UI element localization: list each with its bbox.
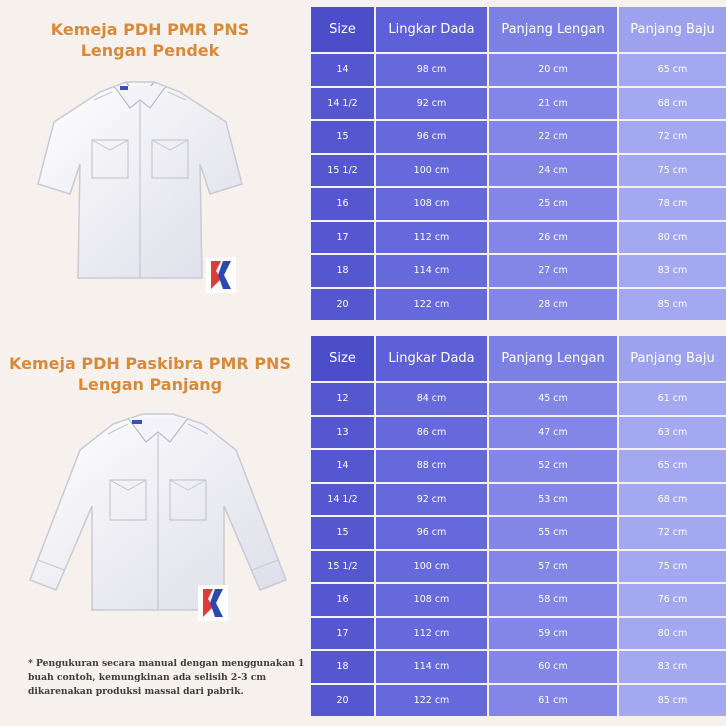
cell-size: 16 <box>311 584 374 616</box>
cell-size: 12 <box>311 383 374 415</box>
table-row <box>311 651 726 683</box>
cell-size: 20 <box>311 289 374 321</box>
product-column <box>0 0 305 726</box>
cell-sleeve: 59 cm <box>489 618 617 650</box>
table-row <box>311 155 726 187</box>
cell-sleeve: 21 cm <box>489 88 617 120</box>
table-row <box>311 685 726 717</box>
cell-length: 72 cm <box>619 517 726 549</box>
cell-length: 72 cm <box>619 121 726 153</box>
cell-length: 76 cm <box>619 584 726 616</box>
product-title-short-sleeve <box>0 19 300 61</box>
cell-size: 17 <box>311 222 374 254</box>
cell-size: 14 1/2 <box>311 88 374 120</box>
table-row <box>311 517 726 549</box>
cell-chest: 100 cm <box>376 551 487 583</box>
cell-size: 15 <box>311 121 374 153</box>
cell-sleeve: 58 cm <box>489 584 617 616</box>
header-sleeve: Panjang Lengan <box>489 7 617 52</box>
cell-chest: 84 cm <box>376 383 487 415</box>
product-title-line1: Kemeja PDH PMR PNS <box>50 20 250 39</box>
cell-size: 16 <box>311 188 374 220</box>
cell-sleeve: 20 cm <box>489 54 617 86</box>
sk-logo-icon <box>206 257 236 293</box>
cell-length: 75 cm <box>619 551 726 583</box>
cell-chest: 96 cm <box>376 121 487 153</box>
cell-length: 80 cm <box>619 618 726 650</box>
cell-sleeve: 24 cm <box>489 155 617 187</box>
cell-size: 13 <box>311 417 374 449</box>
cell-size: 18 <box>311 651 374 683</box>
cell-sleeve: 25 cm <box>489 188 617 220</box>
cell-chest: 114 cm <box>376 255 487 287</box>
cell-chest: 112 cm <box>376 222 487 254</box>
cell-sleeve: 52 cm <box>489 450 617 482</box>
table-row <box>311 54 726 86</box>
cell-chest: 122 cm <box>376 289 487 321</box>
cell-chest: 92 cm <box>376 484 487 516</box>
sk-logo-icon <box>198 585 228 621</box>
product-title-long-sleeve <box>0 353 300 395</box>
cell-sleeve: 53 cm <box>489 484 617 516</box>
cell-chest: 86 cm <box>376 417 487 449</box>
table-row <box>311 188 726 220</box>
table-row <box>311 551 726 583</box>
header-length: Panjang Baju <box>619 7 726 52</box>
cell-size: 15 1/2 <box>311 551 374 583</box>
cell-sleeve: 45 cm <box>489 383 617 415</box>
cell-sleeve: 47 cm <box>489 417 617 449</box>
cell-length: 75 cm <box>619 155 726 187</box>
table-row <box>311 450 726 482</box>
table-row <box>311 88 726 120</box>
header-chest: Lingkar Dada <box>376 7 487 52</box>
cell-size: 15 <box>311 517 374 549</box>
cell-chest: 108 cm <box>376 188 487 220</box>
cell-length: 65 cm <box>619 54 726 86</box>
header-chest: Lingkar Dada <box>376 336 487 381</box>
cell-sleeve: 26 cm <box>489 222 617 254</box>
cell-chest: 122 cm <box>376 685 487 717</box>
table-header-row <box>311 7 726 52</box>
cell-chest: 98 cm <box>376 54 487 86</box>
cell-sleeve: 55 cm <box>489 517 617 549</box>
cell-size: 15 1/2 <box>311 155 374 187</box>
product-title-line2: Lengan Panjang <box>77 375 223 394</box>
cell-size: 18 <box>311 255 374 287</box>
cell-sleeve: 22 cm <box>489 121 617 153</box>
table-row <box>311 618 726 650</box>
header-size: Size <box>311 336 374 381</box>
table-row <box>311 584 726 616</box>
header-sleeve: Panjang Lengan <box>489 336 617 381</box>
cell-chest: 92 cm <box>376 88 487 120</box>
cell-length: 68 cm <box>619 88 726 120</box>
measurement-note: * Pengukuran secara manual dengan menggunakan 1 buah contoh, kemungkinan ada selisih 2-3 cm dikarenakan produksi massal dari pabrik. <box>28 658 305 697</box>
long-sleeve-shirt-image <box>28 410 298 620</box>
cell-size: 14 <box>311 54 374 86</box>
cell-length: 80 cm <box>619 222 726 254</box>
cell-length: 83 cm <box>619 651 726 683</box>
cell-chest: 100 cm <box>376 155 487 187</box>
cell-length: 85 cm <box>619 685 726 717</box>
cell-length: 78 cm <box>619 188 726 220</box>
size-table-short-sleeve <box>309 5 726 322</box>
cell-size: 20 <box>311 685 374 717</box>
cell-length: 83 cm <box>619 255 726 287</box>
cell-length: 63 cm <box>619 417 726 449</box>
header-size: Size <box>311 7 374 52</box>
cell-sleeve: 28 cm <box>489 289 617 321</box>
cell-size: 17 <box>311 618 374 650</box>
cell-sleeve: 61 cm <box>489 685 617 717</box>
product-title-line2: Lengan Pendek <box>80 41 220 60</box>
cell-chest: 108 cm <box>376 584 487 616</box>
cell-length: 65 cm <box>619 450 726 482</box>
cell-size: 14 <box>311 450 374 482</box>
table-header-row <box>311 336 726 381</box>
cell-length: 85 cm <box>619 289 726 321</box>
cell-chest: 88 cm <box>376 450 487 482</box>
cell-chest: 112 cm <box>376 618 487 650</box>
table-row <box>311 289 726 321</box>
cell-length: 68 cm <box>619 484 726 516</box>
table-row <box>311 484 726 516</box>
table-row <box>311 383 726 415</box>
cell-sleeve: 27 cm <box>489 255 617 287</box>
cell-sleeve: 57 cm <box>489 551 617 583</box>
table-row <box>311 255 726 287</box>
size-table-long-sleeve <box>309 334 726 718</box>
table-row <box>311 417 726 449</box>
cell-size: 14 1/2 <box>311 484 374 516</box>
cell-chest: 114 cm <box>376 651 487 683</box>
product-title-line1: Kemeja PDH Paskibra PMR PNS <box>9 354 291 373</box>
cell-chest: 96 cm <box>376 517 487 549</box>
cell-sleeve: 60 cm <box>489 651 617 683</box>
header-length: Panjang Baju <box>619 336 726 381</box>
cell-length: 61 cm <box>619 383 726 415</box>
table-row <box>311 121 726 153</box>
table-row <box>311 222 726 254</box>
